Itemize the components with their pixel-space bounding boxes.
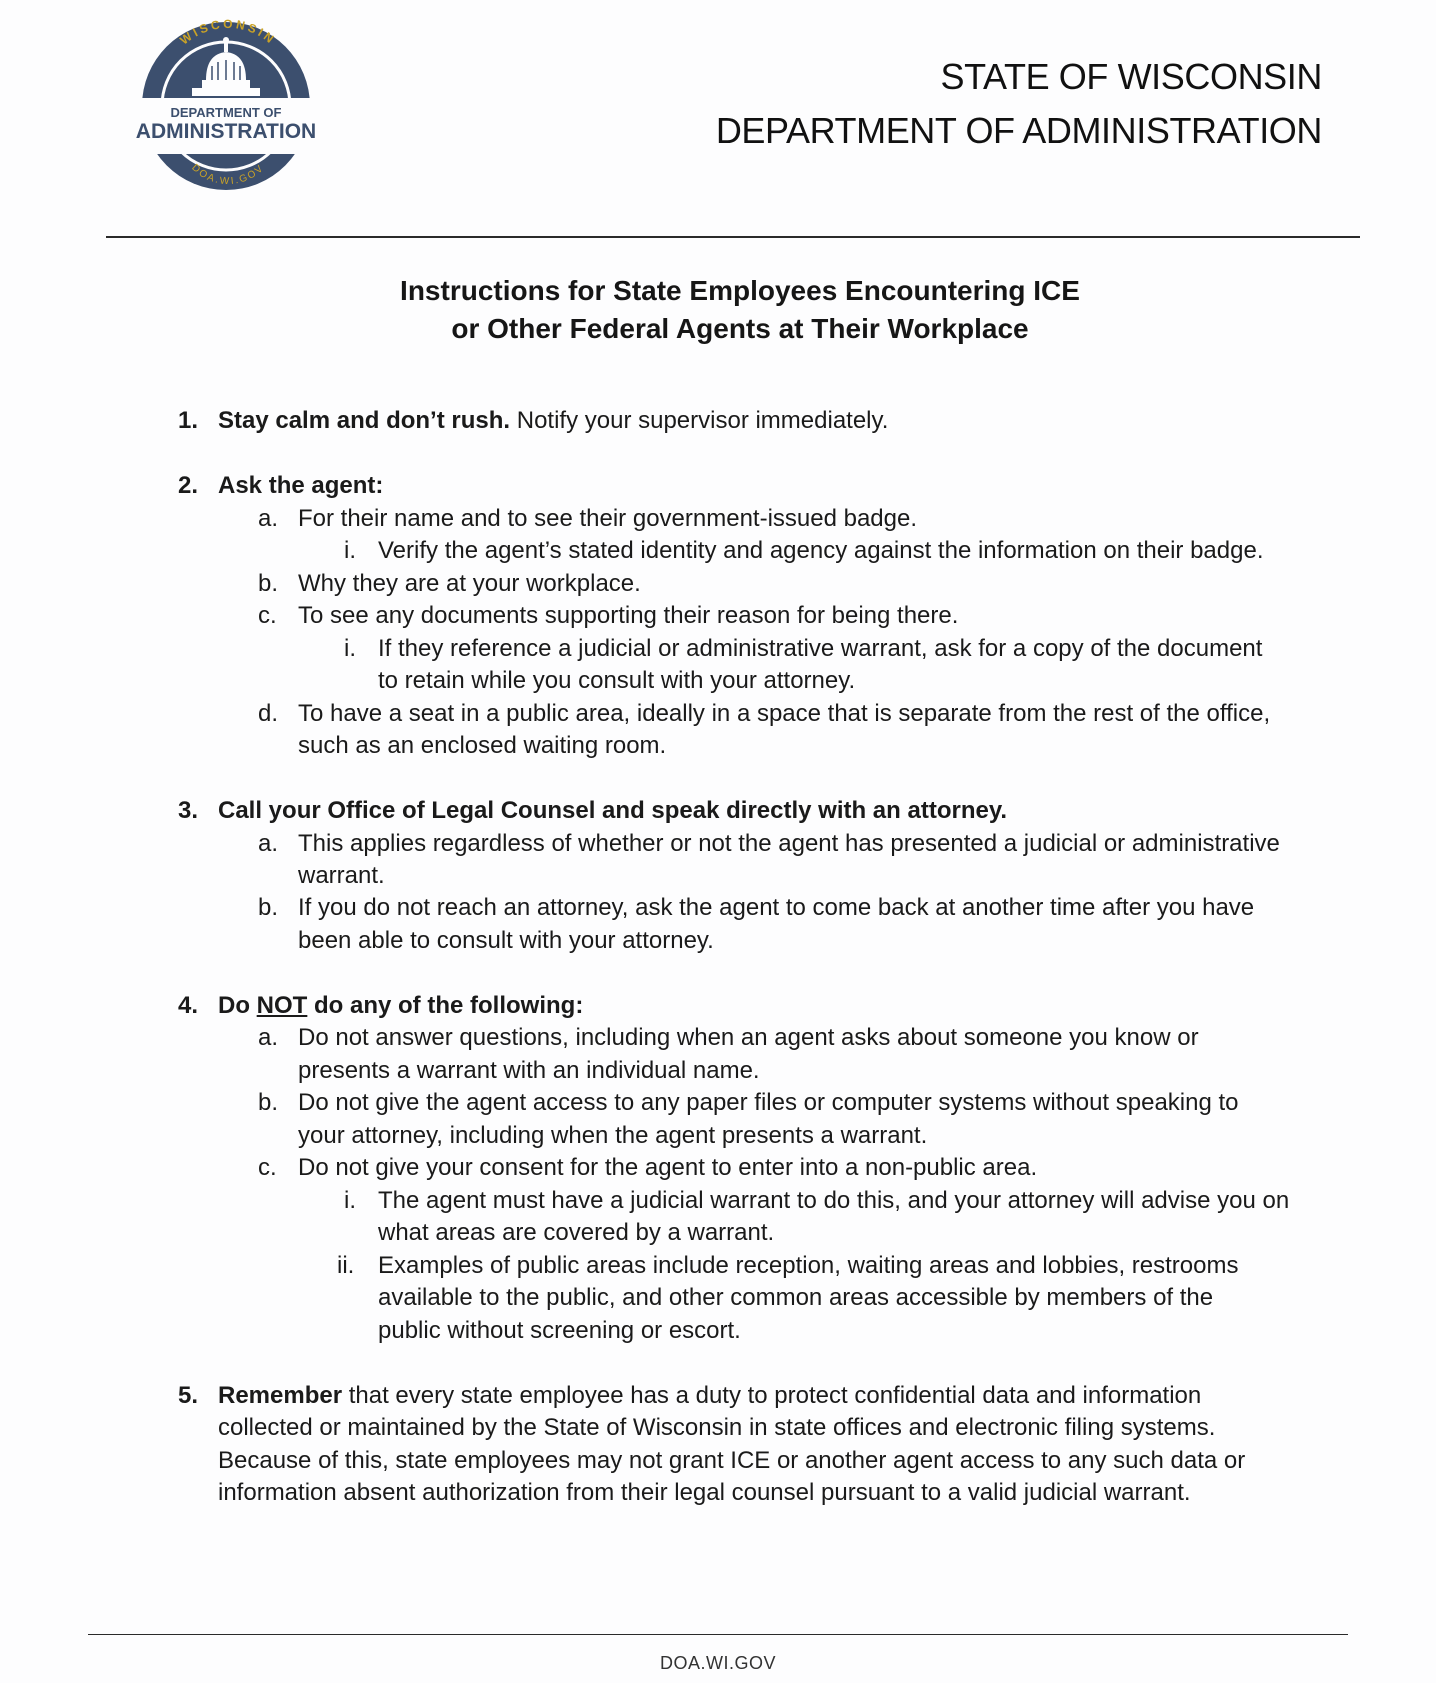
subsub-item: Examples of public areas include reception, waiting areas and lobbies, restrooms	[378, 1252, 1239, 1279]
title-line1: Instructions for State Employees Encountering ICE	[400, 275, 1080, 306]
item-text: Notify your supervisor immediately.	[510, 407, 889, 434]
logo-line1: DEPARTMENT OF	[170, 105, 282, 120]
logo-arc-top: WISCONSIN	[177, 16, 279, 48]
subsub-marker: ii.	[337, 1252, 355, 1279]
doa-logo-seal	[128, 14, 324, 194]
subsub-marker: i.	[344, 635, 356, 662]
sub-item: your attorney, including when the agent presents a warrant.	[298, 1122, 928, 1149]
subsub-item: what areas are covered by a warrant.	[378, 1219, 775, 1246]
item-lead: Stay calm and don’t rush.	[218, 407, 511, 434]
sub-item: presents a warrant with an individual name.	[298, 1057, 760, 1084]
sub-marker: b.	[258, 1089, 279, 1116]
item-text: information absent authorization from their legal counsel pursuant to a valid judicial warrant.	[218, 1479, 1191, 1506]
sub-marker: d.	[258, 700, 279, 727]
title-line2: or Other Federal Agents at Their Workplace	[451, 313, 1029, 344]
sub-marker: b.	[258, 894, 279, 921]
subsub-item: Verify the agent’s stated identity and agency against the information on their badge.	[378, 537, 1264, 564]
footer-divider	[88, 1634, 1348, 1635]
department-name: DEPARTMENT OF ADMINISTRATION	[715, 110, 1322, 151]
item-number: 5.	[178, 1382, 199, 1409]
sub-marker: c.	[258, 602, 277, 629]
item-lead: Remember	[218, 1382, 343, 1409]
item-lead: Ask the agent:	[218, 472, 384, 499]
emphasis-not: NOT	[256, 992, 308, 1019]
subsub-marker: i.	[344, 1187, 356, 1214]
list-item: Remember that every state employee has a duty to protect confidential data and information	[218, 1382, 1202, 1409]
item-lead: Call your Office of Legal Counsel and speak directly with an attorney.	[218, 797, 1008, 824]
sub-marker: a.	[258, 830, 279, 857]
sub-item: warrant.	[298, 862, 385, 889]
subsub-item: public without screening or escort.	[378, 1317, 741, 1344]
item-text: collected or maintained by the State of Wisconsin in state offices and electronic filing systems.	[218, 1414, 1216, 1441]
sub-item: such as an enclosed waiting room.	[298, 732, 667, 759]
subsub-marker: i.	[344, 537, 356, 564]
sub-marker: a.	[258, 1024, 279, 1051]
item-number: 1.	[178, 407, 199, 434]
state-name: STATE OF WISCONSIN	[940, 56, 1322, 97]
logo-arc-bottom: DOA.WI.GOV	[189, 162, 267, 188]
sub-marker: a.	[258, 505, 279, 532]
logo-line2: ADMINISTRATION	[135, 120, 317, 143]
sub-item: To have a seat in a public area, ideally in a space that is separate from the rest of the office,	[298, 700, 1271, 727]
sub-item: This applies regardless of whether or not the agent has presented a judicial or administrative	[298, 830, 1280, 857]
subsub-item: If they reference a judicial or administrative warrant, ask for a copy of the document	[378, 635, 1263, 662]
item-number: 3.	[178, 797, 199, 824]
sub-item: Do not answer questions, including when an agent asks about someone you know or	[298, 1024, 1199, 1051]
header-divider	[106, 236, 1360, 238]
document-title	[0, 272, 1436, 348]
subsub-item: available to the public, and other common areas accessible by members of the	[378, 1284, 1214, 1311]
agency-header	[716, 50, 1322, 158]
item-number: 4.	[178, 992, 199, 1019]
sub-item: Do not give the agent access to any paper files or computer systems without speaking to	[298, 1089, 1239, 1116]
subsub-item: The agent must have a judicial warrant to do this, and your attorney will advise you on	[378, 1187, 1290, 1214]
item-number: 2.	[178, 472, 199, 499]
sub-item: If you do not reach an attorney, ask the agent to come back at another time after you have	[298, 894, 1255, 921]
item-text: Because of this, state employees may not grant ICE or another agent access to any such data or	[218, 1447, 1246, 1474]
sub-item: Why they are at your workplace.	[298, 570, 641, 597]
sub-marker: b.	[258, 570, 279, 597]
sub-item: To see any documents supporting their reason for being there.	[298, 602, 959, 629]
item-lead: Do NOT do any of the following:	[218, 992, 584, 1019]
sub-marker: c.	[258, 1154, 277, 1181]
sub-item: For their name and to see their government-issued badge.	[298, 505, 918, 532]
footer-url: DOA.WI.GOV	[659, 1653, 776, 1673]
subsub-item: to retain while you consult with your attorney.	[378, 667, 856, 694]
sub-item: been able to consult with your attorney.	[298, 927, 714, 954]
list-item	[218, 405, 888, 437]
sub-item: Do not give your consent for the agent to enter into a non-public area.	[298, 1154, 1038, 1181]
